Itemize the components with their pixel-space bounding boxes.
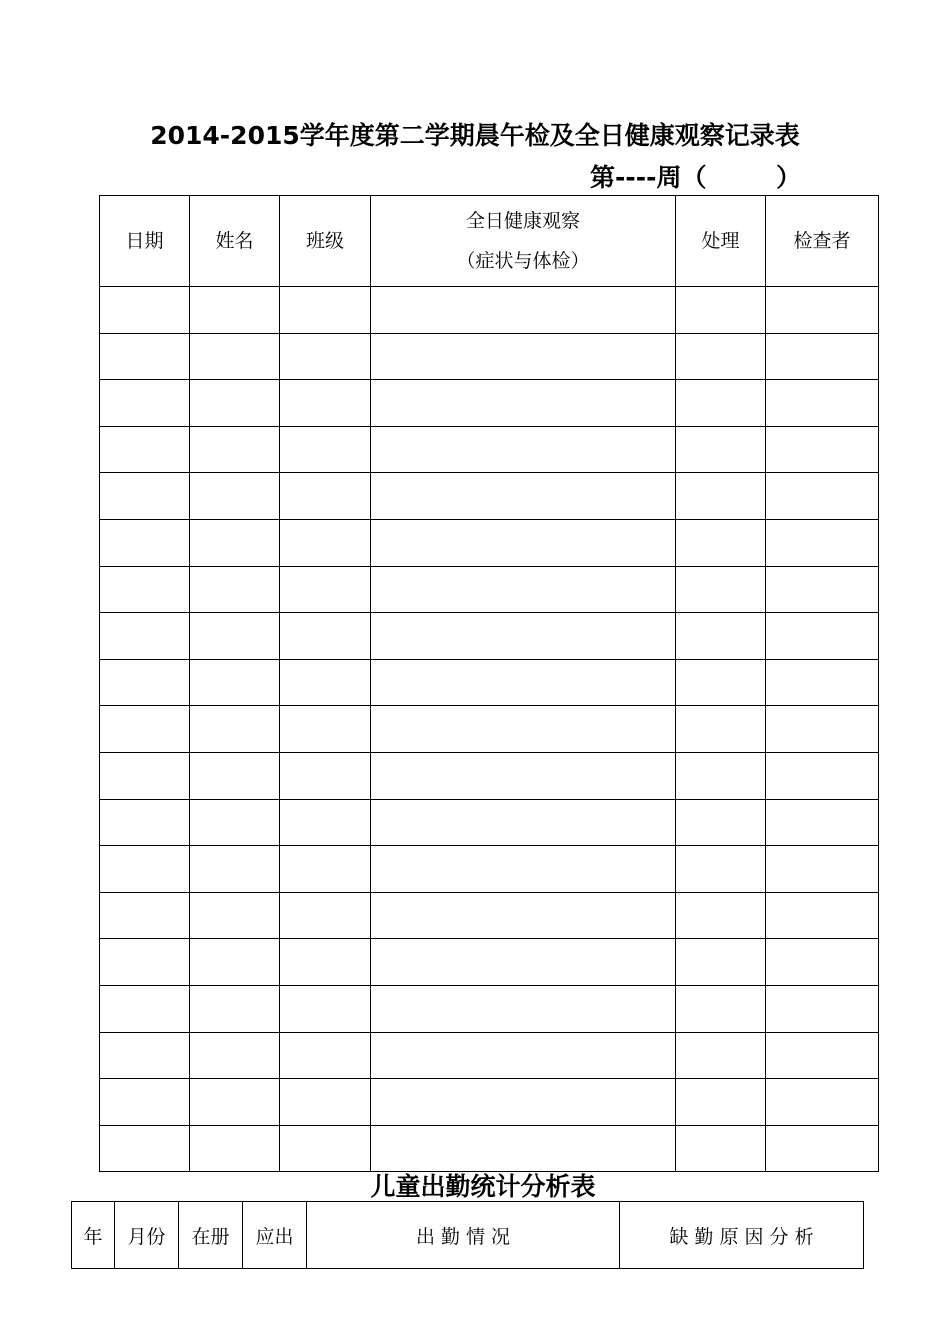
table-cell[interactable] — [190, 613, 280, 660]
table-cell[interactable] — [766, 846, 879, 893]
table-cell[interactable] — [371, 519, 676, 566]
header-class: 班级 — [280, 196, 371, 287]
header-attendance: 出 勤 情 况 — [307, 1202, 620, 1269]
table-cell[interactable] — [676, 985, 766, 1032]
table-cell[interactable] — [766, 426, 879, 473]
table-cell[interactable] — [190, 566, 280, 613]
header-handling: 处理 — [676, 196, 766, 287]
table-row — [100, 985, 879, 1032]
table-cell[interactable] — [766, 1032, 879, 1079]
table-cell[interactable] — [766, 985, 879, 1032]
table-cell[interactable] — [280, 1079, 371, 1126]
table-cell[interactable] — [371, 1125, 676, 1172]
table-cell[interactable] — [676, 287, 766, 334]
table-cell[interactable] — [371, 846, 676, 893]
table-cell[interactable] — [280, 519, 371, 566]
table-cell[interactable] — [100, 613, 190, 660]
table-row — [100, 426, 879, 473]
table-cell[interactable] — [190, 473, 280, 520]
table-cell[interactable] — [676, 1032, 766, 1079]
table-cell[interactable] — [766, 752, 879, 799]
attendance-table — [71, 1201, 864, 1269]
table-cell[interactable] — [371, 799, 676, 846]
table-cell[interactable] — [371, 1079, 676, 1126]
table-cell[interactable] — [190, 752, 280, 799]
table-cell[interactable] — [280, 846, 371, 893]
table-row — [100, 1125, 879, 1172]
table-cell[interactable] — [766, 892, 879, 939]
table-row — [100, 752, 879, 799]
page-title: 2014-2015学年度第二学期晨午检及全日健康观察记录表 — [150, 121, 800, 150]
table-cell[interactable] — [280, 566, 371, 613]
health-observation-table — [99, 195, 879, 1172]
table-cell[interactable] — [100, 939, 190, 986]
table-cell[interactable] — [766, 659, 879, 706]
table-cell[interactable] — [280, 752, 371, 799]
table-cell[interactable] — [676, 1125, 766, 1172]
table-cell[interactable] — [371, 287, 676, 334]
table-cell[interactable] — [676, 426, 766, 473]
table-cell[interactable] — [190, 380, 280, 427]
table-row — [100, 333, 879, 380]
header-year: 年 — [72, 1202, 115, 1269]
table-cell[interactable] — [676, 659, 766, 706]
table-cell[interactable] — [190, 287, 280, 334]
table-header-row — [100, 196, 879, 287]
table-cell[interactable] — [371, 333, 676, 380]
table-cell[interactable] — [190, 1032, 280, 1079]
table-cell[interactable] — [280, 426, 371, 473]
table-cell[interactable] — [190, 426, 280, 473]
table-cell[interactable] — [676, 846, 766, 893]
table-row — [100, 380, 879, 427]
attendance-header-row — [72, 1202, 864, 1269]
table-cell[interactable] — [100, 426, 190, 473]
table-cell[interactable] — [280, 380, 371, 427]
table-cell[interactable] — [766, 333, 879, 380]
table-row — [100, 1032, 879, 1079]
table-cell[interactable] — [766, 519, 879, 566]
table-cell[interactable] — [280, 473, 371, 520]
table-cell[interactable] — [280, 287, 371, 334]
table-cell[interactable] — [280, 939, 371, 986]
header-observation-label: 全日健康观察 — [465, 210, 580, 232]
table-cell[interactable] — [100, 706, 190, 753]
table-row — [100, 939, 879, 986]
table-cell[interactable] — [371, 426, 676, 473]
table-cell[interactable] — [280, 659, 371, 706]
table-cell[interactable] — [676, 799, 766, 846]
table-cell[interactable] — [100, 566, 190, 613]
table-cell[interactable] — [766, 566, 879, 613]
table-cell[interactable] — [100, 985, 190, 1032]
table-cell[interactable] — [676, 892, 766, 939]
table-cell[interactable] — [100, 380, 190, 427]
table-cell[interactable] — [371, 706, 676, 753]
table-cell[interactable] — [676, 333, 766, 380]
table-cell[interactable] — [676, 566, 766, 613]
header-name: 姓名 — [190, 196, 280, 287]
table-cell[interactable] — [100, 892, 190, 939]
table-cell[interactable] — [766, 473, 879, 520]
table-cell[interactable] — [676, 613, 766, 660]
table-row — [100, 287, 879, 334]
table-cell[interactable] — [280, 706, 371, 753]
table-cell[interactable] — [190, 519, 280, 566]
table-cell[interactable] — [100, 1079, 190, 1126]
table-cell[interactable] — [371, 1032, 676, 1079]
table-cell[interactable] — [190, 939, 280, 986]
table-cell[interactable] — [190, 1125, 280, 1172]
table-cell[interactable] — [766, 1125, 879, 1172]
table-cell[interactable] — [766, 287, 879, 334]
health-table-body — [100, 287, 879, 1172]
table-cell[interactable] — [371, 659, 676, 706]
table-cell[interactable] — [371, 985, 676, 1032]
table-cell[interactable] — [676, 706, 766, 753]
header-observation-sublabel: （症状与体检） — [456, 250, 590, 272]
table-cell[interactable] — [676, 1079, 766, 1126]
table-cell[interactable] — [371, 752, 676, 799]
table-cell[interactable] — [766, 380, 879, 427]
table-cell[interactable] — [371, 892, 676, 939]
table-row — [100, 846, 879, 893]
attendance-title: 儿童出勤统计分析表 — [370, 1172, 596, 1201]
table-cell[interactable] — [676, 380, 766, 427]
table-cell[interactable] — [676, 752, 766, 799]
table-cell[interactable] — [371, 939, 676, 986]
table-cell[interactable] — [280, 333, 371, 380]
table-cell[interactable] — [766, 939, 879, 986]
table-cell[interactable] — [100, 1125, 190, 1172]
table-cell[interactable] — [766, 799, 879, 846]
table-cell[interactable] — [676, 473, 766, 520]
table-cell[interactable] — [100, 1032, 190, 1079]
table-cell[interactable] — [280, 799, 371, 846]
table-cell[interactable] — [100, 752, 190, 799]
table-cell[interactable] — [766, 706, 879, 753]
week-label: 第----周（ ） — [590, 163, 802, 192]
table-row — [100, 566, 879, 613]
table-row — [100, 659, 879, 706]
table-cell[interactable] — [280, 1125, 371, 1172]
table-cell[interactable] — [766, 613, 879, 660]
table-cell[interactable] — [280, 613, 371, 660]
table-cell[interactable] — [100, 799, 190, 846]
table-row — [100, 892, 879, 939]
table-cell[interactable] — [190, 706, 280, 753]
table-cell[interactable] — [190, 333, 280, 380]
table-cell[interactable] — [371, 473, 676, 520]
table-cell[interactable] — [100, 473, 190, 520]
header-absence-reasons: 缺 勤 原 因 分 析 — [620, 1202, 864, 1269]
table-row — [100, 1079, 879, 1126]
header-inspector: 检查者 — [766, 196, 879, 287]
table-row — [100, 799, 879, 846]
table-cell[interactable] — [371, 566, 676, 613]
table-row — [100, 706, 879, 753]
table-cell[interactable] — [676, 939, 766, 986]
header-enrolled: 在册 — [179, 1202, 243, 1269]
header-date: 日期 — [100, 196, 190, 287]
table-row — [100, 519, 879, 566]
table-row — [100, 473, 879, 520]
table-cell[interactable] — [100, 659, 190, 706]
table-cell[interactable] — [280, 985, 371, 1032]
table-cell[interactable] — [190, 985, 280, 1032]
table-cell[interactable] — [190, 846, 280, 893]
table-cell[interactable] — [100, 287, 190, 334]
header-expected: 应出 — [243, 1202, 307, 1269]
table-cell[interactable] — [371, 613, 676, 660]
table-cell[interactable] — [371, 380, 676, 427]
header-month: 月份 — [115, 1202, 179, 1269]
table-row — [100, 613, 879, 660]
table-cell[interactable] — [676, 519, 766, 566]
table-cell[interactable] — [100, 333, 190, 380]
table-cell[interactable] — [190, 1079, 280, 1126]
table-cell[interactable] — [100, 519, 190, 566]
table-cell[interactable] — [190, 892, 280, 939]
table-cell[interactable] — [280, 1032, 371, 1079]
table-cell[interactable] — [766, 1079, 879, 1126]
table-cell[interactable] — [190, 799, 280, 846]
table-cell[interactable] — [100, 846, 190, 893]
table-cell[interactable] — [280, 892, 371, 939]
header-observation — [371, 196, 676, 287]
table-cell[interactable] — [190, 659, 280, 706]
